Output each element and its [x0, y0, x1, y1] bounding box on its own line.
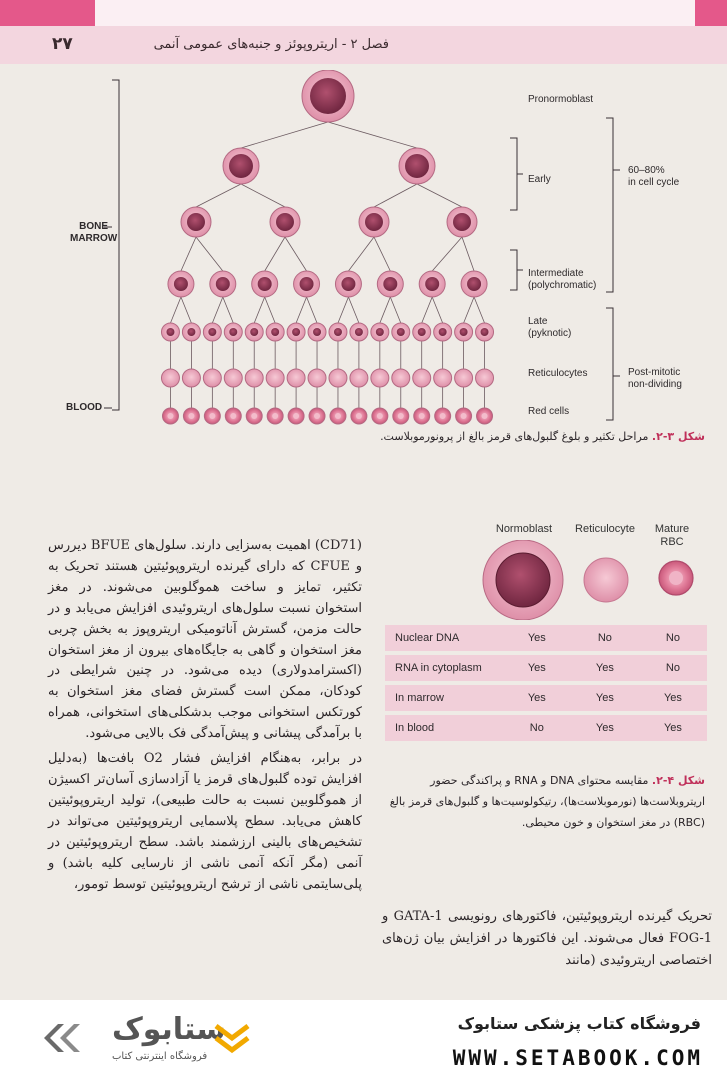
- table-cell: Yes: [571, 655, 639, 681]
- table-row: [385, 655, 707, 681]
- table-cell: No: [639, 655, 707, 681]
- cell-rbc: [393, 408, 409, 424]
- table-cell: No: [571, 625, 639, 651]
- table-cell: Yes: [639, 715, 707, 741]
- figure1-caption-text: مراحل تکثیر و بلوغ گلبول‌های قرمز بالغ از پرونورموبلاست.: [380, 430, 652, 443]
- cell-retic: [245, 369, 263, 387]
- chapter-title: فصل ۲ - اریتروپوئز و جنبه‌های عمومی آنمی: [153, 37, 389, 52]
- cell-retic: [329, 369, 347, 387]
- store-url[interactable]: WWW.SETABOOK.COM: [452, 1046, 703, 1070]
- figure1-caption-number: شکل ۳-۲.: [651, 430, 705, 443]
- logo-subtitle: فروشگاه اینترنتی کتاب: [112, 1051, 208, 1062]
- cell-retic: [350, 369, 368, 387]
- table-cell: Yes: [571, 715, 639, 741]
- table-cell: Yes: [503, 655, 571, 681]
- label-blood: BLOOD: [66, 402, 103, 413]
- row-label: RNA in cytoplasm: [385, 655, 503, 681]
- cell-retic: [161, 369, 179, 387]
- body-paragraph-2: در برابر، به‌هنگام افزایش فشار O2 بافت‌ها (به‌دلیل افزایش توده گلبول‌های قرمز یا آزادسازی آسان‌تر اکسیژن از هموگلوبین نسبت به حالت طبیعی)، تولید اریتروپوئیتین کاهش می‌یابد. سطح پلاسمایی اریتروپوئیتین می‌تواند در تشخیص‌های بالینی ارزشمند باشد. سطح اریتروپوئیتین در آنمی (مگر آنکه آنمی ناشی از نارسایی کلیه باشد) و پلی‌سایتمی ناشی از ترشح اریتروپوئیتین توسط تومور،: [48, 751, 362, 892]
- cell-rbc: [225, 408, 241, 424]
- cell-late: [392, 323, 410, 341]
- cell-late: [161, 323, 179, 341]
- cell-rbc: [372, 408, 388, 424]
- cell-pro: [302, 70, 354, 122]
- table-row: [385, 625, 707, 651]
- cell-comparison-illustration: [478, 540, 718, 620]
- cell-rbc: [414, 408, 430, 424]
- cell-late: [413, 323, 431, 341]
- label-red-cells: Red cells: [528, 406, 570, 417]
- cell-rbc: [162, 408, 178, 424]
- body-paragraph-1: (CD71) اهمیت به‌سزایی دارند. سلول‌های BFUE دیررس و CFUE که دارای گیرنده اریتروپوئیتین هستند تحریک به تکثیر، تمایز و ساخت هموگلوبین می‌شوند. در مغز استخوان نسبت سلول‌های اریتروئیدی افزایش می‌یابد و در حالت مزمن، گسترش آناتومیکی اریتروپوز به بخش چربی مغز استخوان و گاهی به جایگاه‌های بیرون از مغز استخوان (اکسترامدولاری) دیده می‌شود. در چنین شرایطی در کودکان، ممکن است گسترش فضای مغز استخوان به کورتکس استخوانی موجب بدشکلی‌های استخوانی، همراه با برآمدگی پیشانی و پیش‌آمدگی فک بالایی می‌شود.: [48, 538, 362, 742]
- cell-retic: [266, 369, 284, 387]
- table-cell: Yes: [639, 685, 707, 711]
- cell-inter: [168, 271, 194, 297]
- header-accent-strip: [0, 0, 727, 26]
- cell-late: [476, 323, 494, 341]
- figure2-caption: [375, 770, 705, 833]
- cell-retic: [476, 369, 494, 387]
- cell-late: [350, 323, 368, 341]
- label-bone-marrow: BONE MARROW: [70, 221, 118, 244]
- row-label: Nuclear DNA: [385, 625, 503, 651]
- cell-late: [182, 323, 200, 341]
- table-cell: Yes: [571, 685, 639, 711]
- cell-early: [270, 207, 300, 237]
- cell-early: [447, 207, 477, 237]
- cell-late: [287, 323, 305, 341]
- label-intermediate: Intermediate (polychromatic): [528, 268, 597, 291]
- store-name: فروشگاه کتاب پزشکی ستابوک: [457, 1014, 701, 1033]
- body-text-column: [48, 536, 362, 899]
- cell-retic: [182, 369, 200, 387]
- page-number: ۲۷: [52, 34, 73, 54]
- label-late: Late (pyknotic): [528, 316, 572, 339]
- cell-inter: [377, 271, 403, 297]
- col-header-normoblast: Normoblast: [495, 523, 553, 535]
- cell-retic: [203, 369, 221, 387]
- mature-rbc-pallor: [669, 571, 683, 585]
- lineage-cells: [161, 70, 493, 424]
- cell-rbc: [246, 408, 262, 424]
- cell-inter: [252, 271, 278, 297]
- table-cell: Yes: [503, 685, 571, 711]
- row-label: In blood: [385, 715, 503, 741]
- cell-retic: [392, 369, 410, 387]
- row-label: In marrow: [385, 685, 503, 711]
- figure2-caption-number: شکل ۴-۲.: [651, 774, 705, 787]
- reticulocyte-cell: [584, 558, 628, 602]
- label-post-mitotic: Post-mitotic non-dividing: [628, 367, 682, 390]
- cell-early: [181, 207, 211, 237]
- cell-retic: [287, 369, 305, 387]
- setabook-logo-icon: [36, 1018, 106, 1058]
- col-header-reticulocyte: Reticulocyte: [575, 523, 635, 535]
- cell-late: [224, 323, 242, 341]
- cell-rbc: [267, 408, 283, 424]
- cell-rbc: [456, 408, 472, 424]
- cell-late: [203, 323, 221, 341]
- cell-retic: [224, 369, 242, 387]
- cell-late: [434, 323, 452, 341]
- label-early: Early: [528, 174, 551, 185]
- cell-inter: [335, 271, 361, 297]
- logo-wordmark: ستابوک: [112, 1012, 226, 1047]
- cell-rbc: [183, 408, 199, 424]
- body-paragraph-3: تحریک گیرنده اریتروپوئیتین، فاکتورهای رونویسی GATA-1 و FOG-1 فعال می‌شوند. این فاکتورها در افزایش بیان ژن‌های اختصاصی اریتروئیدی (مانند: [382, 909, 712, 968]
- cell-retic: [455, 369, 473, 387]
- cell-retic: [434, 369, 452, 387]
- label-reticulocytes: Reticulocytes: [528, 368, 588, 379]
- cell-rbc: [288, 408, 304, 424]
- normoblast-nucleus: [496, 553, 550, 607]
- label-cell-cycle: 60–80% in cell cycle: [628, 165, 680, 188]
- cell-late: [329, 323, 347, 341]
- col-header-mature-rbc: Mature RBC: [654, 523, 690, 548]
- cell-late: [371, 323, 389, 341]
- table-row: [385, 685, 707, 711]
- table-row: [385, 715, 707, 741]
- cell-inter: [461, 271, 487, 297]
- cell-inter: [419, 271, 445, 297]
- erythropoiesis-diagram: [0, 70, 727, 430]
- cell-rbc: [309, 408, 325, 424]
- cell-late: [308, 323, 326, 341]
- table-cell: No: [639, 625, 707, 651]
- cell-rbc: [204, 408, 220, 424]
- table-cell: No: [503, 715, 571, 741]
- cell-rbc: [351, 408, 367, 424]
- cell-early: [399, 148, 435, 184]
- comparison-table: [385, 621, 707, 745]
- cell-retic: [371, 369, 389, 387]
- figure2-caption-text: مقایسه محتوای DNA و RNA و پراکندگی حضور اریتروبلاست‌ها (نورموبلاست‌ها)، رتیکولوسیت‌ها و گلبول‌های قرمز بالغ (RBC) در مغز استخوان و خون محیطی.: [389, 774, 705, 829]
- table-cell: Yes: [503, 625, 571, 651]
- label-pronormoblast: Pronormoblast: [528, 94, 594, 105]
- cell-early: [223, 148, 259, 184]
- lineage-connectors: [170, 122, 484, 408]
- cell-late: [266, 323, 284, 341]
- cell-rbc: [435, 408, 451, 424]
- cell-retic: [308, 369, 326, 387]
- cell-inter: [210, 271, 236, 297]
- cell-late: [245, 323, 263, 341]
- cell-inter: [294, 271, 320, 297]
- chevron-down-icon: [214, 1020, 250, 1060]
- cell-retic: [413, 369, 431, 387]
- cell-rbc: [477, 408, 493, 424]
- cell-late: [455, 323, 473, 341]
- cell-rbc: [330, 408, 346, 424]
- cell-early: [359, 207, 389, 237]
- figure1-caption: [380, 430, 705, 443]
